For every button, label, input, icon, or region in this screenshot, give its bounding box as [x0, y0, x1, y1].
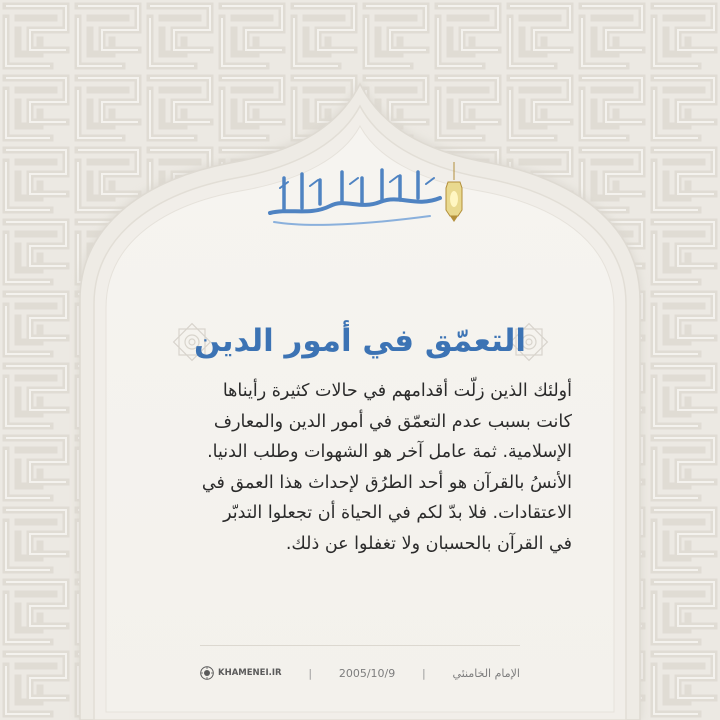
quote-line: أولئك الذين زلّت أقدامهم في حالات كثيرة رأيناها: [222, 381, 572, 401]
quote-line: الإسلامية. ثمة عامل آخر هو الشهوات وطلب الدنيا.: [207, 442, 572, 462]
brand-name: KHAMENEI.IR: [218, 668, 282, 678]
footer-separator: |: [308, 666, 313, 680]
khamenei-ir-logo-icon: [200, 666, 214, 680]
brand[interactable]: [200, 666, 282, 680]
footer-divider: [200, 645, 520, 646]
footer: [200, 663, 520, 683]
ramadan-lantern-icon: [446, 162, 462, 222]
quote-line: كانت بسبب عدم التعمّق في أمور الدين والمعارف: [213, 411, 572, 432]
quote-line: الأنسُ بالقرآن هو أحد الطرُق لإحداث هذا العمق في: [201, 472, 572, 493]
page-title: التعمّق في أمور الدين: [194, 323, 526, 359]
ramadan-calligraphy: [250, 158, 470, 238]
quote-author: الإمام الخامنئي: [452, 666, 520, 680]
quote-line: في القرآن بالحسبان ولا تغفلوا عن ذلك.: [285, 533, 572, 554]
quote-body: [148, 376, 572, 559]
quote-line: الاعتقادات. فلا بدّ لكم في الحياة أن تجعلوا التدبّر: [223, 503, 572, 523]
footer-separator: |: [422, 666, 426, 680]
quote-date: 2005/10/9: [338, 666, 396, 680]
